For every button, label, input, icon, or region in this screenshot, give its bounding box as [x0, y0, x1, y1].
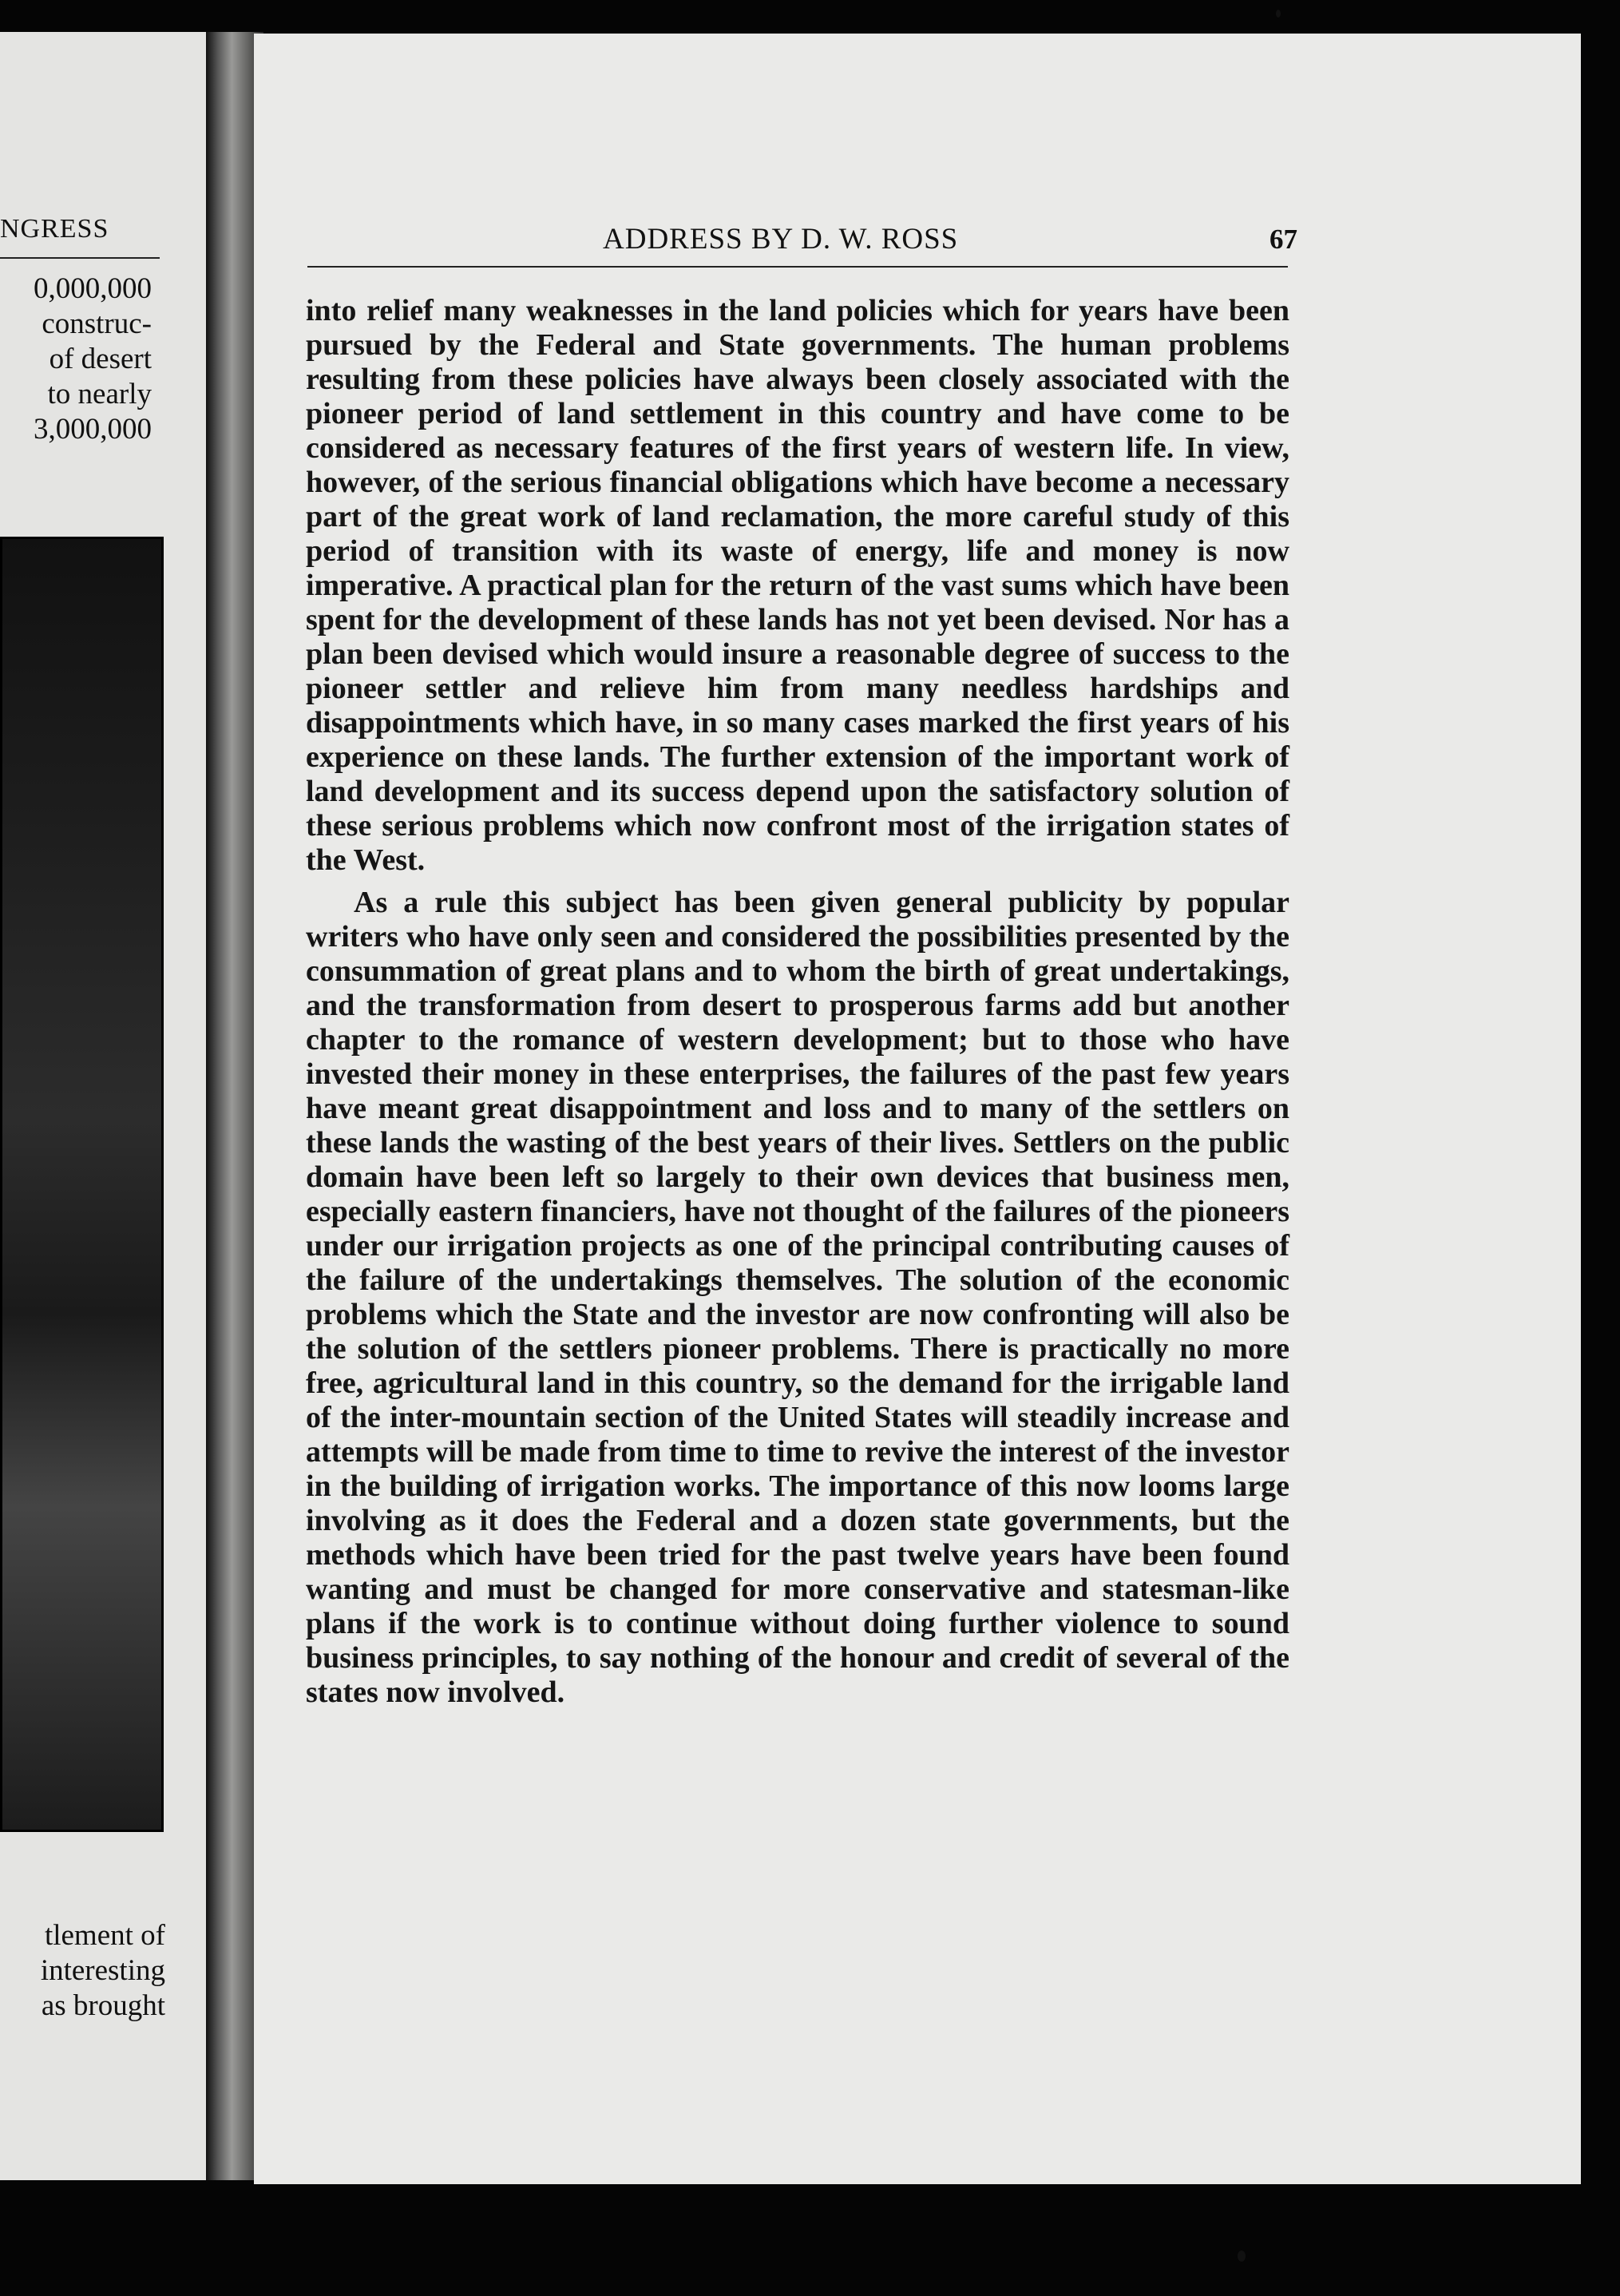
- running-head: [351, 222, 1297, 262]
- page-body: [306, 294, 1289, 1710]
- previous-page-line: of desert: [49, 343, 152, 375]
- previous-page-line: tlement of: [44, 1919, 165, 1952]
- running-head-rule: [307, 266, 1288, 268]
- scan-speck: [1238, 2250, 1246, 2262]
- paragraph-1: into relief many weaknesses in the land policies which for years have been pursued by the Federal and State governments. The human problems resulting from these policies have always been closely associated with the pioneer period of land settlement in this country and have come to be considered as necessary features of the first years of western life. In view, however, of the serious financial obligations which have become a necessary part of the great work of land reclamation, the more careful study of this period of transition with its waste of energy, life and money is now imperative. A practical plan for the return of the vast sums which have been spent for the development of these lands has not yet been devised. Nor has a plan been devised which would insure a reasonable degree of success to the pioneer settler and relieve him from many needless hardships and disappointments which have, in so many cases marked the first years of his experience on these lands. The further extension of the important work of land development and its success depend upon the satisfactory solution of these serious problems which now confront most of the irrigation states of the West.: [306, 294, 1289, 877]
- previous-page-line: to nearly: [47, 378, 152, 410]
- previous-page-line: as brought: [41, 1989, 165, 2022]
- previous-page-line: 0,000,000: [34, 272, 152, 305]
- page-number: 67: [1269, 224, 1297, 255]
- previous-page-line: interesting: [40, 1954, 165, 1987]
- previous-page-running-head: NGRESS: [0, 214, 109, 244]
- previous-page-bottom-text: [0, 1918, 165, 2024]
- paragraph-2: As a rule this subject has been given general publicity by popular writers who have only seen and considered the possibilities presented by the consummation of great plans and to whom the birth of great undertakings, and the transformation from desert to prosperous farms add but another chapter to the romance of western development; but to those who have invested their money in these enterprises, the failures of the past few years have meant great disappointment and loss and to many of the settlers on these lands the wasting of the best years of their lives. Settlers on the public domain have been left so largely to their own devices that business men, especially eastern financiers, have not thought of the failures of the pioneers under our irrigation projects as one of the principal contributing causes of the failure of the undertakings themselves. The solution of the economic problems which the State and the investor are now confronting will also be the solution of the settlers pioneer problems. There is practically no more free, agricultural land in this country, so the demand for the irrigable land of the inter-mountain section of the United States will steadily increase and attempts will be made from time to time to revive the interest of the investor in the building of irrigation works. The importance of this now looms large involving as it does the Federal and a dozen state governments, but the methods which have been tried for the past twelve years have been found wanting and must be changed for more conservative and statesman-like plans if the work is to continue without doing further violence to sound business principles, to say nothing of the honour and credit of several of the states now involved.: [306, 886, 1289, 1709]
- scan-speck: [1276, 10, 1281, 18]
- previous-page-photograph: [0, 537, 164, 1832]
- previous-page-line: 3,000,000: [34, 413, 152, 446]
- running-head-title: ADDRESS BY D. W. ROSS: [603, 223, 959, 256]
- previous-page-line: construc-: [42, 307, 152, 340]
- previous-page-top-text: [0, 272, 152, 447]
- previous-page-head-rule: [0, 257, 160, 259]
- previous-page-fragment: [0, 32, 212, 2180]
